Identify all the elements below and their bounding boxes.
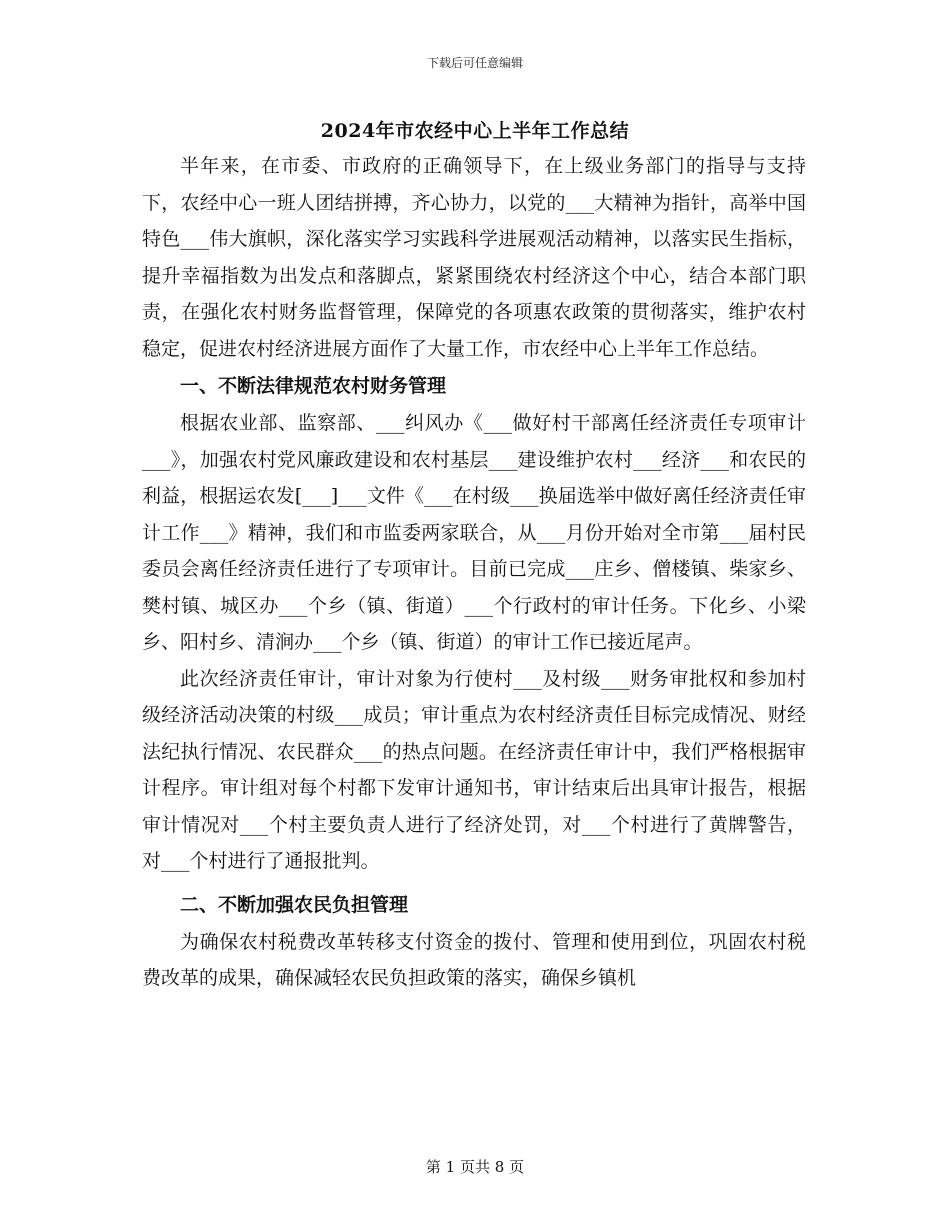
header-note: 下载后可任意编辑 <box>426 56 523 70</box>
section-1-paragraph-1: 根据农业部、监察部、___纠风办《___做好村干部离任经济责任专项审计___》，加强农村党风廉政建设和农村基层___建设维护农村___经济___和农民的利益，根据运农发[___]___文件《___在村级___换届选举中做好离任经济责任审计工作___》精神，我们和市监委两家联合，从___月份开始对全市第___届村民委员会离任经济责任进行了专项审计。目前已完成___庄乡、僧楼镇、柴家乡、樊村镇、城区办___个乡（镇、街道）___个行政村的审计任务。下化乡、小梁乡、阳村乡、清涧办___个乡（镇、街道）的审计工作已接近尾声。 <box>142 412 806 653</box>
document-title: 2024年市农经中心上半年工作总结 <box>320 120 630 142</box>
document-body <box>142 148 806 997</box>
page-number-footer: 第 1 页共 8 页 <box>425 1158 525 1176</box>
section-2-heading: 二、不断加强农民负担管理 <box>180 893 409 916</box>
section-2-paragraph-1: 为确保农村税费改革转移支付资金的拨付、管理和使用到位，巩固农村税费改革的成果，确保减轻农民负担政策的落实，确保乡镇机 <box>142 930 806 989</box>
section-1-heading: 一、不断法律规范农村财务管理 <box>180 375 447 397</box>
section-1-paragraph-2: 此次经济责任审计，审计对象为行使村___及村级___财务审批权和参加村级经济活动决策的村级___成员；审计重点为农村经济责任目标完成情况、财经法纪执行情况、农民群众___的热点问题。在经济责任审计中，我们严格根据审计程序。审计组对每个村都下发审计通知书，审计结束后出具审计报告，根据审计情况对___个村主要负责人进行了经济处罚，对___个村进行了黄牌警告，对___个村进行了通报批判。 <box>142 667 806 872</box>
intro-paragraph: 半年来，在市委、市政府的正确领导下，在上级业务部门的指导与支持下，农经中心一班人团结拼搏，齐心协力，以党的___大精神为指针，高举中国特色___伟大旗帜，深化落实学习实践科学进展观活动精神，以落实民生指标，提升幸福指数为出发点和落脚点，紧紧围绕农村经济这个中心，结合本部门职责，在强化农村财务监督管理，保障党的各项惠农政策的贯彻落实，维护农村稳定，促进农村经济进展方面作了大量工作，市农经中心上半年工作总结。 <box>142 155 806 360</box>
